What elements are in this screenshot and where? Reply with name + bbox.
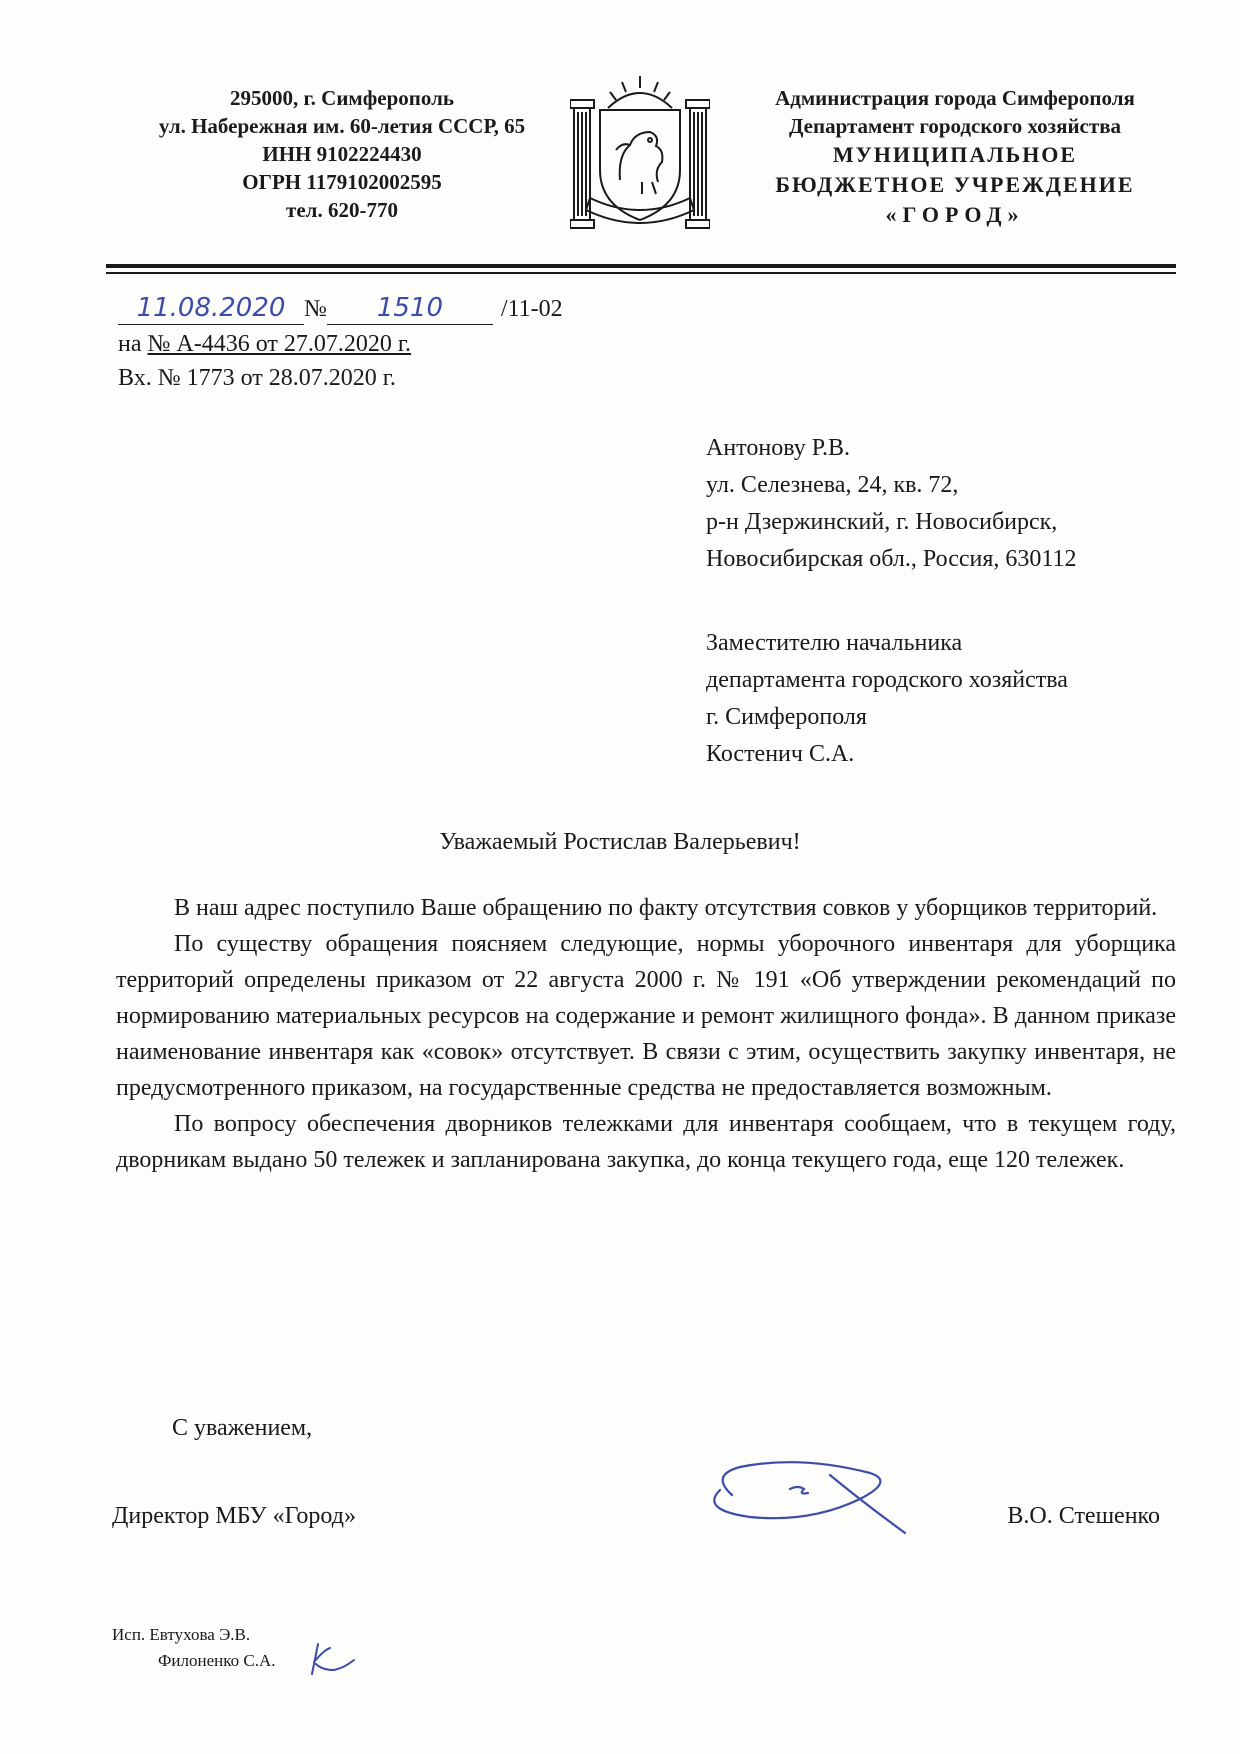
- sender-address-line: ул. Набережная им. 60-летия СССР, 65: [158, 114, 526, 138]
- body-paragraph: В наш адрес поступило Ваше обращению по факту отсутствия совков у уборщиков территорий.: [174, 895, 1158, 921]
- addressee-line: Новосибирская обл., Россия, 630112: [706, 546, 1077, 572]
- number-label: №: [304, 296, 327, 322]
- handwritten-date: 11.08.2020: [118, 292, 304, 325]
- executor-line: Исп. Евтухова Э.В.: [112, 1625, 251, 1644]
- addressee-line: г. Симферополя: [706, 704, 867, 730]
- incoming-reference: Вх. № 1773 от 28.07.2020 г.: [118, 365, 396, 391]
- addressee-line: Заместителю начальника: [706, 630, 963, 656]
- sender-address-line: тел. 620-770: [286, 198, 398, 222]
- reply-reference: [118, 328, 411, 360]
- sender-address-line: ИНН 9102224430: [262, 142, 422, 166]
- executors: [112, 1622, 276, 1674]
- outgoing-reference: [118, 292, 563, 325]
- handwritten-number: 1510: [327, 292, 493, 325]
- addressee-line: департамента городского хозяйства: [706, 667, 1068, 693]
- addressee-line: ул. Селезнева, 24, кв. 72,: [706, 472, 959, 498]
- body-paragraph: По существу обращения поясняем следующие, нормы уборочного инвентаря для уборщика территорий определены приказом от 22 августа 2000 г. № 191 «Об утверждении рекомендаций по нормированию материальных ресурсов на содержание и ремонт жилищного фонда». В данном приказе наименование инвентаря как «совок» отсутствует. В связи с этим, осуществить закупку инвентаря, не предусмотренного приказом, на государственные средства не предоставляется возможным.: [116, 931, 1176, 1101]
- body-paragraph: По вопросу обеспечения дворников тележками для инвентаря сообщаем, что в текущем году, дворникам выдано 50 тележек и запланирована закупка, до конца текущего года, еще 120 тележек.: [116, 1111, 1176, 1173]
- addressee-line: р-н Дзержинский, г. Новосибирск,: [706, 509, 1058, 535]
- executor-line: Филоненко С.А.: [158, 1651, 276, 1670]
- crimea-coat-of-arms-icon: [570, 70, 710, 230]
- addressee-block: [706, 430, 1077, 578]
- addressee-block: [706, 625, 1068, 773]
- handwritten-initials: [308, 1640, 358, 1680]
- sender-address-line: ОГРН 1179102002595: [242, 170, 442, 194]
- sender-address-line: 295000, г. Симферополь: [230, 86, 454, 110]
- addressee-line: Костенич С.А.: [706, 741, 855, 767]
- signatory-name: В.О. Стешенко: [1007, 1503, 1160, 1529]
- signatory-title: Директор МБУ «Город»: [112, 1503, 356, 1529]
- header-divider: [106, 272, 1176, 274]
- reply-number: № А-4436 от 27.07.2020 г.: [147, 331, 412, 357]
- header-divider: [106, 264, 1176, 268]
- organization-line: Департамент городского хозяйства: [788, 114, 1122, 138]
- organization-line: «ГОРОД»: [885, 202, 1025, 227]
- addressee-line: Антонову Р.В.: [706, 435, 851, 461]
- number-suffix: /11-02: [500, 296, 563, 322]
- handwritten-signature: [680, 1455, 940, 1545]
- closing: С уважением,: [172, 1415, 313, 1441]
- organization-line: МУНИЦИПАЛЬНОЕ: [832, 142, 1078, 167]
- greeting: Уважаемый Ростислав Валерьевич!: [439, 829, 801, 855]
- organization-line: БЮДЖЕТНОЕ УЧРЕЖДЕНИЕ: [775, 172, 1135, 197]
- organization-header: [750, 84, 1160, 230]
- sender-address: [122, 84, 562, 224]
- reply-prefix: на: [118, 331, 142, 357]
- letter-body: [116, 890, 1176, 1178]
- organization-line: Администрация города Симферополя: [775, 86, 1135, 110]
